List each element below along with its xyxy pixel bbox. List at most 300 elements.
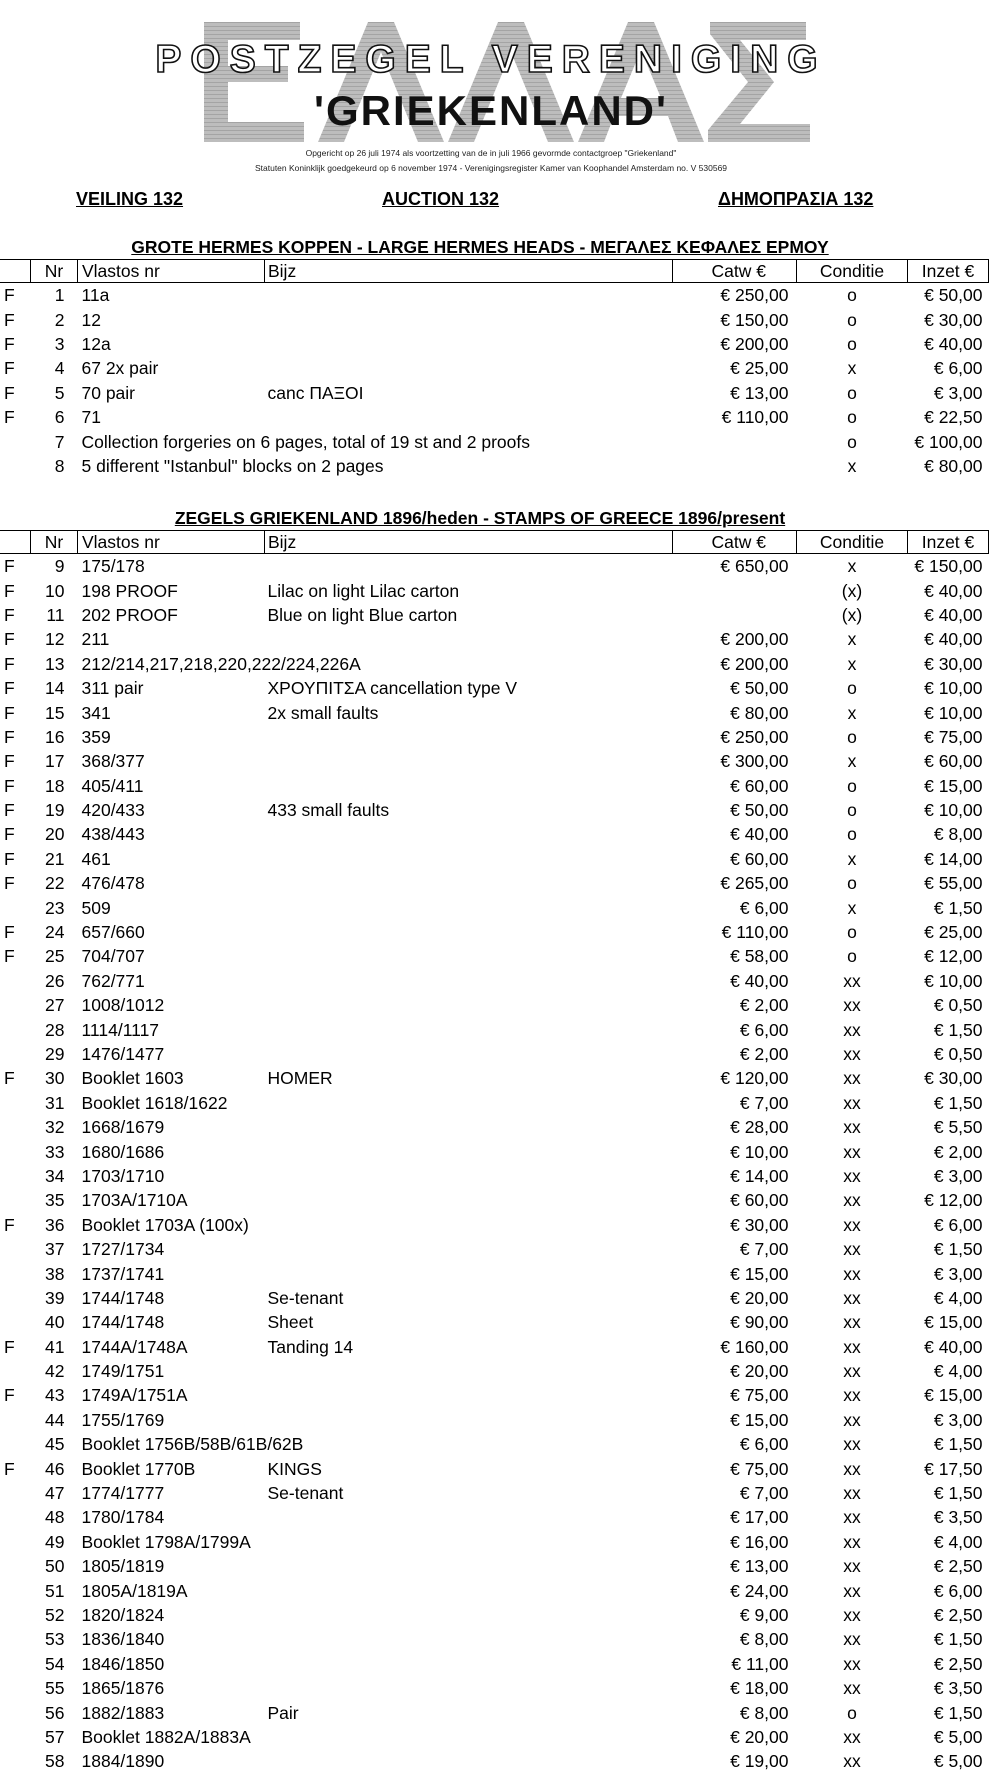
lot-number: 6 [54,407,65,428]
lot-number: 38 [45,1263,65,1284]
lot-remark [265,774,673,798]
lot-starting-bid: € 1,50 [933,1019,983,1040]
lot-catalogue-value: € 28,00 [730,1117,789,1138]
lot-flag: F [4,629,15,650]
lot-starting-bid: € 1,50 [933,1092,983,1113]
lot-vlastos: 368/377 [81,751,145,772]
lot-number: 25 [45,946,65,967]
lot-condition: xx [843,1117,861,1138]
lot-starting-bid: € 2,50 [933,1653,983,1674]
lot-vlastos: Booklet 1756B/58B/61B/62B [81,1434,304,1455]
table-row [0,1383,989,1407]
lot-number: 58 [45,1751,65,1772]
lot-number: 54 [45,1653,65,1674]
lot-vlastos: 71 [81,407,101,428]
lot-remark [265,1432,673,1456]
lot-starting-bid: € 4,00 [933,1287,983,1308]
table-row [0,1725,989,1749]
lot-condition: xx [843,1653,861,1674]
lot-catalogue-value: € 250,00 [720,285,789,306]
lot-remark [265,1725,673,1749]
lot-vlastos: 67 2x pair [81,358,159,379]
lot-number: 9 [54,556,65,577]
lot-vlastos: 12a [81,333,111,354]
lot-vlastos: 1805A/1819A [81,1580,188,1601]
lot-catalogue-value: € 40,00 [730,824,789,845]
lot-starting-bid: € 30,00 [924,1068,983,1089]
col-header-nr: Nr [31,260,78,283]
table-row [0,1408,989,1432]
lot-flag [0,1042,31,1066]
lot-catalogue-value: € 50,00 [730,678,789,699]
lot-starting-bid: € 15,00 [924,1385,983,1406]
lot-flag [0,1139,31,1163]
col-header-nr: Nr [31,531,78,554]
lot-remark [265,1213,673,1237]
lot-flag [0,1554,31,1578]
lot-starting-bid: € 15,00 [924,775,983,796]
lot-flag: F [4,751,15,772]
lot-starting-bid: € 3,50 [933,1507,983,1528]
lot-vlastos: 211 [81,629,110,650]
lot-flag: F [4,800,15,821]
lot-catalogue-value: € 20,00 [730,1726,789,1747]
lot-catalogue-value: € 150,00 [720,309,789,330]
lot-remark [265,920,673,944]
lot-vlastos: 461 [81,848,111,869]
table-row [0,1091,989,1115]
table-row [0,381,989,405]
lot-flag: F [4,726,15,747]
lot-condition: xx [843,1263,861,1284]
lot-catalogue-value: € 160,00 [720,1336,789,1357]
lot-vlastos: 1805/1819 [81,1556,165,1577]
lot-remark: ΧΡΟΥΠΙΤΣΑ cancellation type V [267,678,518,699]
lot-vlastos: 1744/1748 [81,1287,165,1308]
lot-remark [265,1383,673,1407]
lot-number: 2 [54,309,65,330]
lot-remark [265,283,673,308]
table-row [0,1578,989,1602]
lot-remark [265,1091,673,1115]
lot-flag: F [4,678,15,699]
table-row [0,1164,989,1188]
lot-flag: F [4,604,15,625]
lot-remark: Se-tenant [267,1287,344,1308]
lot-starting-bid: € 3,00 [933,382,983,403]
lot-vlastos: 212/214,217,218,220,222/224,226A [81,653,361,674]
col-header-flag [0,260,31,283]
lot-vlastos: Booklet 1882A/1883A [81,1726,251,1747]
lot-catalogue-value: € 25,00 [730,358,789,379]
table-row [0,1310,989,1334]
lot-remark [265,1627,673,1651]
table-row [0,920,989,944]
lot-flag: F [4,285,15,306]
lot-number: 37 [45,1239,65,1260]
table-row [0,725,989,749]
lot-catalogue-value: € 58,00 [730,946,789,967]
lot-condition: o [847,775,857,796]
lot-catalogue-value: € 90,00 [730,1312,789,1333]
lot-flag [0,1700,31,1724]
lot-remark [265,1261,673,1285]
col-header-vlastos: Vlastos nr [78,531,265,554]
lot-catalogue-value: € 7,00 [739,1483,789,1504]
lot-vlastos: 12 [81,309,101,330]
table-row [0,944,989,968]
lot-starting-bid: € 1,50 [933,1702,983,1723]
lot-number: 31 [45,1092,65,1113]
lot-vlastos: 11a [81,285,110,306]
lot-remark [265,405,673,429]
table-row [0,700,989,724]
lot-starting-bid: € 30,00 [924,309,983,330]
lot-starting-bid: € 1,50 [933,1239,983,1260]
lot-condition: xx [843,1556,861,1577]
lot-starting-bid: € 40,00 [924,580,983,601]
col-header-catw: Catw € [673,531,797,554]
lot-remark [265,1554,673,1578]
lot-condition: o [847,873,857,894]
table-header [0,531,989,554]
table-row [0,332,989,356]
table-row [0,1676,989,1700]
lot-remark: HOMER [267,1068,333,1089]
lot-remark [265,1359,673,1383]
lot-flag: F [4,1068,15,1089]
lot-starting-bid: € 6,00 [933,1214,983,1235]
lot-remark [265,725,673,749]
lot-flag [0,1578,31,1602]
lot-remark [265,944,673,968]
lot-catalogue-value: € 7,00 [739,1239,789,1260]
table-row [0,1652,989,1676]
table-row [0,603,989,627]
lot-starting-bid: € 60,00 [924,751,983,772]
lot-vlastos: 1744A/1748A [81,1336,188,1357]
lot-catalogue-value: € 6,00 [739,1434,789,1455]
lot-number: 45 [45,1434,65,1455]
lot-starting-bid: € 2,50 [933,1604,983,1625]
table-row [0,1286,989,1310]
lot-flag [0,1188,31,1212]
lot-flag [0,1505,31,1529]
lot-catalogue-value: € 650,00 [720,556,789,577]
lot-vlastos: 420/433 [81,800,145,821]
lot-number: 41 [45,1336,65,1357]
lot-vlastos: 311 pair [81,678,144,699]
lot-vlastos: Collection forgeries on 6 pages, total of 19 st and 2 proofs [81,431,530,452]
lot-catalogue-value: € 250,00 [720,726,789,747]
lot-catalogue-value [673,454,797,478]
lot-starting-bid: € 6,00 [933,358,983,379]
col-header-catw: Catw € [673,260,797,283]
lot-remark [265,1652,673,1676]
lot-remark [265,1017,673,1041]
lot-starting-bid: € 1,50 [933,897,983,918]
lot-condition: xx [843,1629,861,1650]
lot-remark [265,847,673,871]
lot-vlastos: 1727/1734 [81,1239,165,1260]
col-header-inzet: Inzet € [908,531,989,554]
table-row [0,1530,989,1554]
lot-flag [0,454,31,478]
lot-catalogue-value: € 110,00 [721,922,789,943]
heading-dutch: VEILING 132 [76,189,184,209]
lot-condition: o [847,946,857,967]
lot-flag [0,1115,31,1139]
lot-starting-bid: € 40,00 [924,1336,983,1357]
table-row [0,1481,989,1505]
lot-number: 19 [45,800,65,821]
table-row [0,554,989,579]
lot-number: 42 [45,1361,65,1382]
lot-catalogue-value: € 15,00 [730,1263,789,1284]
lot-flag [0,969,31,993]
lot-number: 52 [45,1604,65,1625]
lot-catalogue-value: € 265,00 [720,873,789,894]
founded-line: Opgericht op 26 juli 1974 als voortzetting van de in juli 1966 gevormde contactgroep "Griekenland" [305,148,677,158]
lot-catalogue-value: € 60,00 [730,775,789,796]
lot-condition: x [847,358,857,379]
lot-flag: F [4,775,15,796]
table-row [0,1749,989,1773]
lot-catalogue-value [673,603,797,627]
lot-remark [265,871,673,895]
lot-catalogue-value: € 60,00 [730,848,789,869]
lot-starting-bid: € 10,00 [924,702,983,723]
lot-starting-bid: € 17,50 [924,1458,983,1479]
lot-catalogue-value [673,578,797,602]
lot-number: 28 [45,1019,65,1040]
lot-catalogue-value [673,429,797,453]
table-row [0,1237,989,1261]
lot-vlastos: 704/707 [81,946,145,967]
col-header-bijz: Bijz [265,531,673,554]
table-row [0,993,989,1017]
lot-catalogue-value: € 20,00 [730,1361,789,1382]
lot-remark [265,1408,673,1432]
lot-starting-bid: € 10,00 [924,800,983,821]
lot-condition: x [847,556,857,577]
lot-flag: F [4,333,15,354]
lot-condition: xx [843,1726,861,1747]
lot-catalogue-value: € 8,00 [739,1702,789,1723]
lot-flag: F [4,556,15,577]
lot-condition: xx [843,1409,861,1430]
lot-starting-bid: € 2,00 [933,1141,983,1162]
lot-starting-bid: € 15,00 [924,1312,983,1333]
lot-vlastos: 405/411 [81,775,144,796]
lot-remark: Sheet [267,1312,314,1333]
lot-vlastos: 1846/1850 [81,1653,165,1674]
lot-starting-bid: € 0,50 [933,995,983,1016]
lot-number: 40 [45,1312,65,1333]
lot-number: 3 [54,333,65,354]
lot-number: 22 [45,873,65,894]
lot-condition: xx [843,1214,861,1235]
lot-starting-bid: € 1,50 [933,1434,983,1455]
lot-remark [265,307,673,331]
lot-vlastos: 359 [81,726,111,747]
lot-starting-bid: € 80,00 [924,455,983,476]
lot-remark: Lilac on light Lilac carton [267,580,460,601]
table-row [0,1213,989,1237]
lot-number: 46 [45,1458,65,1479]
col-header-flag [0,531,31,554]
lot-flag [0,429,31,453]
lot-remark [265,1530,673,1554]
lot-starting-bid: € 10,00 [924,678,983,699]
lot-number: 50 [45,1556,65,1577]
table-row [0,1505,989,1529]
lot-flag [0,1627,31,1651]
lot-condition: x [847,629,857,650]
lot-number: 21 [45,848,65,869]
lot-condition: xx [843,1019,861,1040]
lot-remark [265,1164,673,1188]
lot-starting-bid: € 2,50 [933,1556,983,1577]
lot-number: 14 [45,678,65,699]
lot-catalogue-value: € 16,00 [730,1531,789,1552]
table-row [0,1139,989,1163]
lot-flag: F [4,824,15,845]
lot-vlastos: 1884/1890 [81,1751,165,1772]
lot-catalogue-value: € 2,00 [739,1044,789,1064]
lot-vlastos: 1774/1777 [81,1483,165,1504]
table-row [0,774,989,798]
lot-number: 35 [45,1190,65,1211]
lot-remark [265,1749,673,1773]
lot-vlastos: Booklet 1703A (100x) [81,1214,249,1235]
lot-vlastos: 1008/1012 [81,995,165,1016]
col-header-inzet: Inzet € [908,260,989,283]
lot-catalogue-value: € 80,00 [730,702,789,723]
table-row [0,1700,989,1724]
lot-flag [0,993,31,1017]
lot-catalogue-value: € 75,00 [730,1458,789,1479]
lot-starting-bid: € 1,50 [933,1483,983,1504]
table-row [0,847,989,871]
lot-catalogue-value: € 40,00 [730,970,789,991]
section-title-hermes: GROTE HERMES KOPPEN - LARGE HERMES HEADS - ΜΕΓΑΛΕΣ ΚΕΦΑΛΕΣ ΕΡΜΟΥ [131,237,829,257]
lot-condition: xx [843,1678,861,1699]
lot-remark [265,1603,673,1627]
table-row [0,1456,989,1480]
lot-starting-bid: € 100,00 [914,431,983,452]
lot-condition: xx [843,1190,861,1211]
lot-catalogue-value: € 24,00 [730,1580,789,1601]
lot-flag: F [4,946,15,967]
section-title-greece: ZEGELS GRIEKENLAND 1896/heden - STAMPS OF GREECE 1896/present [174,508,786,528]
lot-number: 20 [45,824,65,845]
lot-starting-bid: € 12,00 [924,1190,983,1211]
lot-flag [0,1676,31,1700]
lot-number: 16 [45,726,65,747]
table-row [0,822,989,846]
lot-vlastos: 5 different "Istanbul" blocks on 2 pages [81,455,384,476]
lot-starting-bid: € 4,00 [933,1361,983,1382]
lot-flag [0,895,31,919]
lot-condition: x [847,848,857,869]
lot-condition: xx [843,1287,861,1308]
lot-vlastos: 1749/1751 [81,1361,165,1382]
lot-vlastos: 1703/1710 [81,1165,165,1186]
lot-vlastos: 1749A/1751A [81,1385,188,1406]
lot-flag: F [4,1385,15,1406]
lot-number: 32 [45,1117,65,1138]
table-row [0,1017,989,1041]
lot-condition: o [847,382,857,403]
lot-flag [0,1432,31,1456]
lot-remark: 2x small faults [267,702,379,723]
lot-condition: xx [843,1141,861,1162]
lot-starting-bid: € 3,50 [933,1678,983,1699]
lot-vlastos: Booklet 1603 [81,1068,184,1089]
table-row [0,429,989,453]
lot-starting-bid: € 12,00 [924,946,983,967]
lot-condition: x [847,897,857,918]
table-row [0,405,989,429]
lot-flag [0,1310,31,1334]
table-row [0,307,989,331]
lot-vlastos: 70 pair [81,382,136,403]
lot-flag: F [4,873,15,894]
lot-starting-bid: € 1,50 [933,1629,983,1650]
lots-table-hermes [0,259,989,478]
lot-condition: x [847,702,857,723]
lot-remark: canc ΠΑΞΟΙ [267,382,364,403]
lot-condition: o [847,407,857,428]
lot-starting-bid: € 8,00 [933,824,983,845]
lot-number: 43 [45,1385,65,1406]
lot-number: 4 [54,358,65,379]
lot-condition: o [847,922,857,943]
lot-vlastos: Booklet 1618/1622 [81,1092,228,1113]
lot-starting-bid: € 25,00 [924,922,983,943]
lot-remark [265,1676,673,1700]
lot-vlastos: 175/178 [81,556,145,577]
lot-remark: Pair [267,1702,299,1723]
lot-condition: xx [843,1336,861,1357]
lot-condition: xx [843,1483,861,1504]
lot-starting-bid: € 14,00 [924,848,983,869]
table-row [0,1627,989,1651]
lot-flag [0,1237,31,1261]
lot-flag [0,1652,31,1676]
table-row [0,1188,989,1212]
lot-condition: o [847,678,857,699]
lot-number: 15 [45,702,65,723]
lot-number: 8 [54,455,65,476]
lot-remark [265,1188,673,1212]
lot-starting-bid: € 55,00 [924,873,983,894]
table-row [0,749,989,773]
lot-number: 57 [45,1726,65,1747]
table-row [0,627,989,651]
lot-catalogue-value: € 200,00 [720,653,789,674]
table-row [0,283,989,308]
lot-catalogue-value: € 10,00 [730,1141,789,1162]
lot-condition: x [847,455,857,476]
association-country: 'GRIEKENLAND' [314,87,668,134]
lot-condition: xx [843,995,861,1016]
lot-condition: xx [843,1385,861,1406]
lot-starting-bid: € 40,00 [924,333,983,354]
lot-remark [265,1115,673,1139]
lot-remark [265,1042,673,1066]
